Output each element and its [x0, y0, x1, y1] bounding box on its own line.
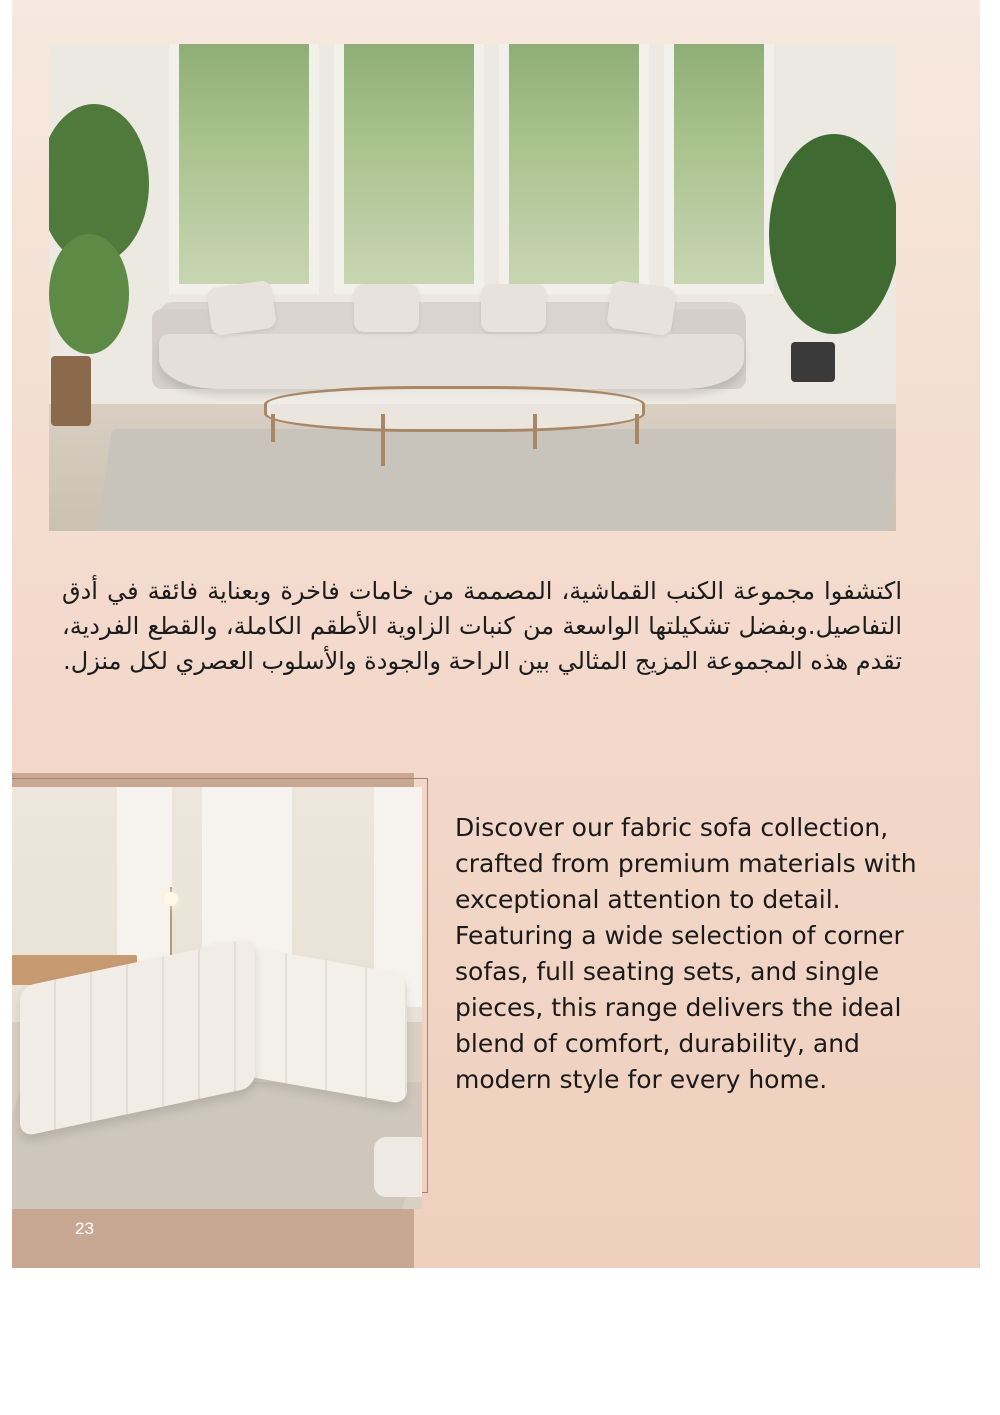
photo-pot [51, 356, 91, 426]
photo-table-leg [533, 414, 537, 449]
photo-window [499, 44, 649, 294]
photo-lamp [164, 892, 178, 906]
photo-coffee-table [264, 386, 645, 432]
photo-pillow [206, 280, 277, 337]
photo-ottoman [374, 1137, 422, 1197]
photo-plant [769, 134, 896, 334]
photo-plant [49, 234, 129, 354]
photo-rug [96, 429, 896, 531]
photo-pillow [354, 284, 419, 332]
photo-table-leg [381, 414, 385, 466]
english-description: Discover our fabric sofa collection, crafted from premium materials with exceptional attention to detail. Featuring a wide selection of corner sofas, full seating sets, and single pieces, this range delivers the ideal blend of comfort, durability, and modern style for every home. [455, 813, 917, 1094]
photo-window [334, 44, 484, 294]
living-room-sofa-photo [49, 44, 896, 531]
photo-pot [791, 342, 835, 382]
photo-window [169, 44, 319, 294]
photo-pillow [481, 284, 546, 332]
page-number: 23 [75, 1219, 94, 1238]
photo-table-leg [271, 414, 275, 442]
catalog-page [12, 0, 980, 1268]
photo-pillow [606, 280, 677, 337]
photo-sofa-seat [159, 334, 744, 389]
photo-window [664, 44, 774, 294]
arabic-description: اكتشفوا مجموعة الكنب القماشية، المصممة من خامات فاخرة وبعناية فائقة في أدق التفاصيل.وبفضل تشكيلتها الواسعة من كنبات الزاوية الأطقم الكاملة، والقطع الفردية، تقدم هذه المجموعة المزيج المثالي بين الراحة والجودة والأسلوب العصري لكل منزل. [62, 577, 902, 675]
photo-table-leg [635, 414, 639, 444]
corner-sofa-photo [12, 787, 422, 1209]
